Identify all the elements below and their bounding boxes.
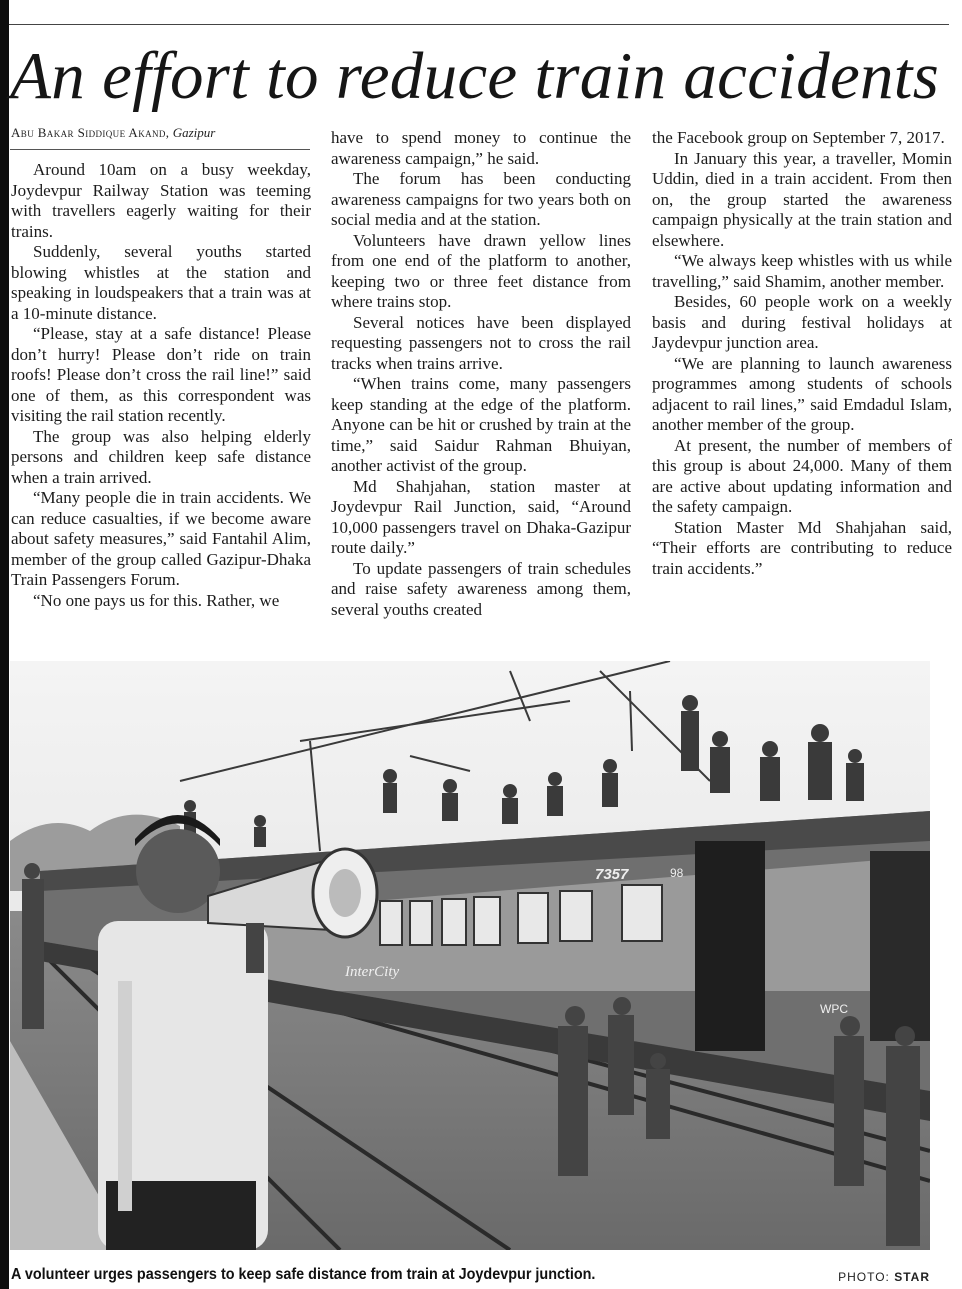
column-2 xyxy=(331,128,631,620)
byline-place: Gazipur xyxy=(172,125,216,140)
byline xyxy=(11,125,215,141)
column-1 xyxy=(11,160,311,611)
paragraph: “No one pays us for this. Rather, we xyxy=(33,590,280,610)
paragraph: Besides, 60 people work on a weekly basis and during festival holidays at Jaydevpur junction area. xyxy=(652,292,952,352)
paragraph: “Please, stay at a safe distance! Please don’t hurry! Please don’t ride on train roofs! Please don’t cross the rail line!” said one of them, as this correspondent was visiting the rail station recently. xyxy=(11,324,311,425)
paragraph: At present, the number of members of this group is about 24,000. Many of them are active about updating information and the safety campaign. xyxy=(652,435,952,516)
photo-credit xyxy=(838,1269,930,1285)
coach-badge: 98 xyxy=(670,866,684,880)
paragraph: Suddenly, several youths started blowing whistles at the station and speaking in loudspeakers that a train was at a 10-minute distance. xyxy=(11,242,311,323)
paragraph: The group was also helping elderly persons and children keep safe distance when a train arrived. xyxy=(11,426,311,487)
paragraph: “When trains come, many passengers keep standing at the edge of the platform. Anyone can be hit or crushed by train at the time,” said Saidur Rahman Bhuiyan, another activist of the group. xyxy=(331,374,631,475)
paragraph: In January this year, a traveller, Momin Uddin, died in a train accident. From then on, the group started the awareness campaign physically at the train station and elsewhere. xyxy=(652,148,952,250)
photo-credit-source: STAR xyxy=(894,1270,930,1284)
headline: An effort to reduce train accidents xyxy=(10,39,940,113)
paragraph: To update passengers of train schedules and raise safety awareness among them, several youths created xyxy=(331,558,631,619)
photo-caption: A volunteer urges passengers to keep safe distance from train at Joydevpur junction. xyxy=(11,1266,596,1283)
page-left-border xyxy=(0,0,9,1289)
byline-author: Abu Bakar Siddique Akand, xyxy=(11,125,170,140)
paragraph: “Many people die in train accidents. We can reduce casualties, if we become aware about safety measures,” said Fantahil Alim, member of the group called Gazipur-Dhaka Train Passengers Forum. xyxy=(11,488,311,589)
paragraph: “We always keep whistles with us while travelling,” said Shamim, another member. xyxy=(652,251,952,291)
paragraph: Several notices have been displayed requesting passengers not to cross the rail tracks when trains arrive. xyxy=(331,312,631,373)
top-rule xyxy=(9,24,949,25)
paragraph-continued: have to spend money to continue the awareness campaign,” he said. xyxy=(331,128,631,168)
coach-number: 7357 xyxy=(595,866,629,883)
paragraph: Station Master Md Shahjahan said, “Their efforts are contributing to reduce train accidents.” xyxy=(652,517,952,578)
byline-rule xyxy=(10,149,310,150)
paragraph-continued: the Facebook group on September 7, 2017. xyxy=(652,128,945,147)
paragraph: The forum has been conducting awareness campaigns for two years both on social media and at the station. xyxy=(331,169,631,229)
coach-door xyxy=(695,841,765,1051)
paragraph: “We are planning to launch awareness programmes among students of schools adjacent to rail lines,” said Emdadul Islam, another member of the group. xyxy=(652,353,952,434)
column-3 xyxy=(652,128,952,579)
paragraph: Volunteers have drawn yellow lines from one end of the platform to another, keeping two or three feet distance from where trains stop. xyxy=(331,230,631,311)
coach-mark: WPC xyxy=(820,1002,848,1016)
paragraph: Md Shahjahan, station master at Joydevpur Rail Junction, said, “Around 10,000 passengers travel on Dhaka-Gazipur route daily.” xyxy=(331,476,631,557)
coach-logo: InterCity xyxy=(345,964,400,980)
paragraph: Around 10am on a busy weekday, Joydevpur Railway Station was teeming with travellers eagerly waiting for their trains. xyxy=(11,160,311,241)
photo-credit-label: PHOTO: xyxy=(838,1270,890,1284)
news-photo xyxy=(10,661,930,1250)
